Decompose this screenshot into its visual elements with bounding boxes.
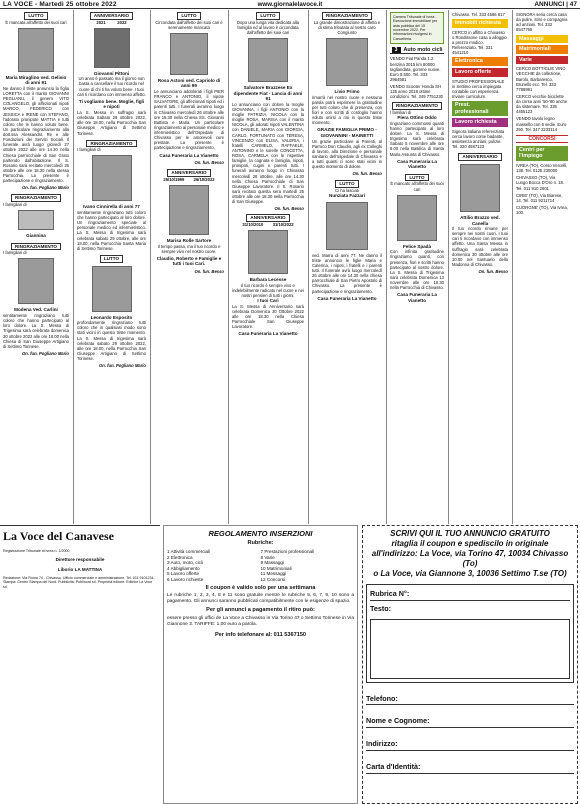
section-title: Auto moto cicli xyxy=(403,46,443,53)
obit-intro: È mancato all'affetto dei suoi cari xyxy=(390,181,444,192)
portrait-photo xyxy=(92,155,132,201)
classified-ad: Chivasso. Tel. 333 4566 817 xyxy=(452,12,505,17)
anniv-name: Marisa Rolle Sartore xyxy=(166,237,212,243)
section-heading: Elettronica xyxy=(452,57,508,66)
rng-name: Ivano Cinnirella di anni 77 xyxy=(83,204,140,210)
portrait-photo xyxy=(18,28,54,72)
obit-signature: On. fun. Besso xyxy=(274,206,304,212)
coupon-testo-label: Testo: xyxy=(370,603,392,613)
rng-sub: I famigliari di xyxy=(3,202,27,207)
rubric-list xyxy=(167,549,354,583)
obit-intro: Dopo una lunga vita dedicata alla famiglia ed al lavoro è circondata dall'affetto dei suoi cari xyxy=(237,19,299,35)
section-heading: Lavoro richiesta xyxy=(452,118,508,127)
portrait-photo xyxy=(169,185,209,235)
ringraziamento-tag: RINGRAZIAMENTO xyxy=(86,140,136,148)
coupon-address-field[interactable]: Indirizzo: xyxy=(366,740,574,751)
rng-body: ringraziano commossi quanti hanno partecipato al loro dolore. La S. Messa di trigesima sarà celebrata Sabato 5 novembre alle ore 9.00 nella Basilica di Santa Maria Assunta di Chivasso. xyxy=(390,120,444,157)
obit-signature: On. fun. Pogliano Mario xyxy=(99,363,146,369)
section-heading: Matrimoniali xyxy=(516,45,568,54)
classified-ad: CHIVASSO (TO), Via Lungo Bocca D'Oro n. 18. Tel. 011 910 2601 xyxy=(516,175,565,191)
rng-name: Piera Ottino Oddo xyxy=(397,115,437,121)
anniv-signature: Casa Funeraria La Vianetto xyxy=(238,331,298,337)
anniv-body-b: La S. Messa in suffragio sarà celebrata Sabato 29 ottobre 2022, alle ore 18.00, nella Parrocchia San Giuseppe Artigiano di Settimo Torinese. xyxy=(77,110,146,136)
page-header xyxy=(0,0,580,9)
obit-name: Maria Miraglino ved. Gelisio di anni 91 xyxy=(5,74,67,86)
section-heading: Prest. professionali xyxy=(452,101,508,116)
anniv-signature: On. fun. Besso xyxy=(478,269,508,275)
portrait-photo xyxy=(18,210,54,230)
obit-body: Con infinita gratitudine ringraziamo quanti, con presenza, fiori e scritti hanno partecipato al nostro dolore. La S. Messa di Trigesima sarà celebrata Domenica 13 novembre alle ore 10.30 nella Parrocchia di Chivasso. xyxy=(390,249,444,291)
rubric-item: 2 Elettronica xyxy=(167,554,193,560)
anniv-sub: Ti vogliamo bene. Moglie, figli e nipoti xyxy=(78,98,145,110)
rubric-item: 11 Messaggi xyxy=(260,571,287,577)
ringraziamento-tag: RINGRAZIAMENTO xyxy=(11,194,61,202)
ringraziamento-tag: RINGRAZIAMENTO xyxy=(11,243,61,251)
rubric-item: 9 Massaggi xyxy=(260,560,284,566)
section-number: 3 xyxy=(392,47,401,54)
anniv-body: Il tempo passa, ma il tuo ricordo e sempre vivo nel nostro cuore. xyxy=(157,243,221,254)
section-heading: Lavoro offerte xyxy=(452,68,508,77)
classified-ad: CERCO BOTTIGLIE VINO VECCHIE da collezione, Barolo, Barbaresco, Brunello ecc. Tel. 333 7788991 xyxy=(516,66,566,92)
portrait-photo xyxy=(92,266,132,312)
classified-ad: VENDO tavolo legno massello con 6 sedie. Euro 250. Tel. 347 2233114 xyxy=(516,116,567,132)
coupon-title: ritaglia il coupon e spediscilo in originale xyxy=(391,539,549,548)
coupon-id-field[interactable]: Carta d'Identità: xyxy=(366,763,574,774)
rubric-item: 8 Varie xyxy=(260,554,275,560)
rng-sub: I famigliari di xyxy=(3,250,27,256)
obit-intro: Circondata dall'affetto dei suoi cari è serenamente mancata xyxy=(155,19,223,30)
anniversario-tag: ANNIVERSARIO xyxy=(246,214,289,222)
masthead-director-title: Direttore responsabile xyxy=(55,556,105,562)
portrait-photo xyxy=(248,38,288,82)
header-website[interactable]: www.giornalelavoce.it xyxy=(257,1,323,8)
coupon-rubrica-label: Rubrica N°: xyxy=(370,590,570,601)
rules-heading: Il coupon è valido solo per una settimana xyxy=(205,584,316,591)
anniv-body: Un anno è passato ma il giorno non basta a cancellare il tuo ricordo nel cuore di chi ti ha voluto bene. I tuoi cari ti ricordano con immenso affetto. xyxy=(77,76,146,97)
obit-signature: Casa Funeraria La Vianetto xyxy=(317,295,377,301)
section-heading: CONCORSI xyxy=(516,135,568,143)
obit-name: Rosa Actoni ved. Capriolo di anni 99 xyxy=(157,77,221,89)
portrait-photo xyxy=(170,33,208,75)
classified-ad: CIRIE' (TO), Via Biarese, 14. Tel. 011 9211714 xyxy=(516,192,563,203)
masthead-logo: La Voce del Canavese xyxy=(3,529,114,543)
obit-intro: Ci ha lasciati xyxy=(335,187,359,193)
rng-signature: On. fun. Besso xyxy=(352,171,382,177)
coupon-box xyxy=(362,525,578,804)
lutto-tag: LUTTO xyxy=(177,12,200,20)
obit-name: Felice Spadà xyxy=(402,243,432,249)
anniversario-tag: ANNIVERSARIO xyxy=(458,153,501,161)
portrait-photo xyxy=(460,164,500,212)
obit-name: Salvatore Brazzese Ex dipendente Fiat - Lancia di anni 91 xyxy=(233,84,303,102)
rules-body: Le rubriche 1, 2, 3, 4, 8 e 11 sono gratuite mentre le rubriche 5, 6, 7, 9, 10 sono a pagamento. Gli annunci saranno pubblicati compatibilmente con le esigenze di spazio. xyxy=(167,593,354,605)
masthead-box xyxy=(0,525,160,804)
rubric-item: 10 Matrimoniali xyxy=(260,565,292,571)
obit-signature: Casa Funeraria La Vianetto xyxy=(397,292,437,303)
coupon-title: o La Voce, via Giannone 3, 10036 Settimo T.se (TO) xyxy=(373,569,567,578)
col-7 xyxy=(449,10,511,524)
rng-sub: I famigliari di xyxy=(77,147,101,153)
ringraziamento-tag: RINGRAZIAMENTO xyxy=(392,102,442,110)
rubric-item: 5 Lavoro offerte xyxy=(167,571,200,577)
col-4 xyxy=(229,10,307,524)
lutto-tag: LUTTO xyxy=(24,12,47,20)
anniversario-tag: ANNIVERSARIO xyxy=(167,169,210,177)
obit-body: Lo annunciano con dolore la moglie GIOVANNA, i figli ANTONIO con la moglie PATRIZIA, NICOLA con la moglie ROSA, MARISA con il marito NICOLA, gli adorati nipoti VALENTINA con DANIELE, MARIA con GIORGIA, CARLO, FORTUNATO con TERESA, VINCENZO con ELISA, VALERIA, i fratelli CARMELO, RAFFAELE, ANTONINO e le sorelle CONCETTA, ROSA, CARMELA con le rispettive famiglie, la cognata e famiglia, nipoti, pronipoti, cugini e parenti tutti. I funerali avranno luogo in Chivasso mercoledì 26 ottobre, alle ore 14.30 nella Chiesa Parrocchiale di San Giuseppe Lavoratore. Il S. Rosario sarà recitato questa sera martedì 25 ottobre alle ore 18.30 nella Parrocchia di San Giuseppe. xyxy=(232,101,304,205)
rubric-item: 6 Lavoro richieste xyxy=(167,576,204,582)
anniv-sub: I tuoi Cari xyxy=(257,298,279,304)
anniv-name: Barbara Lecesse xyxy=(249,277,287,283)
section-heading: Varie xyxy=(516,56,568,65)
masthead-registration: Registrazione Tribunale di Ivrea n. 1/2000 xyxy=(3,548,70,553)
rules-box xyxy=(163,525,358,804)
col-6 xyxy=(387,10,447,524)
rng-sub: I familiari di xyxy=(390,110,412,116)
obit-body: Ne danno il triste annuncio la figlia LORETTA con il marito GIOVANNI PEGLIANU, il genero VITO COLANGELO, gli affezionati nipoti MARCO, FEDERICO con JESSICA e IRENE con STEFANO, l'adorato pronipote MATTIA e tutti coloro che le hanno voluto bene. Un particolare ringraziamento alla dott.ssa Alessandra Re e alle Fondazioni dei Servizi Sociali. Il funerale avrà luogo giovedì 27 ottobre 2022 alle ore 14.30 nella Chiesa parrocchiale di San Grato partendo dall'abitazione. Il S. Rosario sarà recitato mercoledì 26 ottobre alle ore 18.30 nella stessa Parrocchia. La presente è partecipazione e ringraziamento. xyxy=(3,85,69,184)
section-heading: Immobili richiesta xyxy=(452,19,508,28)
portrait-photo xyxy=(94,28,130,68)
rubric-item: 7 Prestazioni professionali xyxy=(260,548,315,554)
rules-heading: Per gli annunci a pagamento il ritiro può: xyxy=(206,607,315,614)
masthead-director: Liborio LA MATTINA xyxy=(57,566,103,572)
rng-signature: Casa Funeraria La Vianetto xyxy=(397,158,437,170)
lutto-tag: LUTTO xyxy=(256,12,279,20)
lutto-tag: LUTTO xyxy=(100,255,123,263)
anniv-name: Giovanni Pittoni xyxy=(93,70,130,76)
lutto-tag: LUTTO xyxy=(335,180,358,188)
portrait-photo xyxy=(18,258,54,304)
section-heading: Massaggi xyxy=(516,35,568,44)
col-5 xyxy=(309,10,385,524)
anniv-signature: On. fun. Besso xyxy=(194,269,224,274)
obit-body: ved. Marra di anni 77. Ne danno il triste annuncio le figlie Maria e Caterina, i nipoti, i fratelli e i parenti tutti. Il funerale avrà luogo mercoledì 26 ottobre alle ore 14.30 nella chiesa parrocchiale di San Pietro Apostolo di Chivasso. La presente è partecipazione e ringraziamento. xyxy=(312,252,382,294)
classified-ad: CERCO in affitto a Chivasso o Rondissone casa o alloggio a prezzo modico. Referenziato. Tel. 331 4541210 xyxy=(452,29,507,56)
rubric-item: 4 Abbigliamento xyxy=(167,565,200,571)
rules-subtitle: Rubriche: xyxy=(247,540,274,547)
classified-ad: CUORGNE' (TO), Via Ivrea, 100. xyxy=(516,204,568,216)
header-section: ANNUNCI | 47 xyxy=(534,1,577,8)
obit-name: Leonardo Esposito xyxy=(90,314,133,320)
obit-body: Le annunciano addolorati i figli PIER FRANCO e ANTONIO, il nipote SALVATORE, gli affezionati nipoti ed i parenti tutti. I funerali avranno luogo in Chivasso mercoledì 26 ottobre alle ore 15.30 nella Chiesa SS. Giovanni Battista e Maria. Un particolare ringraziamento al personale medico e infermieristico dell'Ospedale di Chivasso per le amorevoli cure prestate. La presente è partecipazione e ringraziamento. xyxy=(154,89,224,151)
classified-ad: VENDO Fiat Panda 1.2 benzina 2015 km 80000 tagliandata, gomme nuove. Euro 5.500. Tel. 333 2964581 xyxy=(390,56,441,82)
rules-title: REGOLAMENTO INSERZIONI xyxy=(208,529,313,538)
rng-name: Giannina xyxy=(26,233,46,239)
rng-body: sentitamente ringraziano tutti coloro che hanno partecipato al loro dolore. La S. Messa di Trigesima sarà celebrata domenica 30 ottobre 2022 alle ore 18.00 nella Chiesa di San Giuseppe Artigiano di Settimo Torinese. xyxy=(3,313,69,349)
rules-phone: Per info telefonare al: 011 5367150 xyxy=(214,631,307,638)
obit-intro: È mancata all'affetto dei suoi cari xyxy=(5,19,67,25)
ringraziamento-tag: RINGRAZIAMENTO xyxy=(322,12,372,20)
section-heading: Centri per l'impiego xyxy=(516,146,568,161)
masthead-text: Redazione: Via Roma 74 - Chivasso. Ufficio commerciale e amministrazione. Tel. 011 9101234. Stampa: Centro Stampa del Nord. Pubblicità: Publinord srl. Proprietà editore: Editrice La Voce srl. xyxy=(3,576,155,589)
lutto-tag: LUTTO xyxy=(405,174,428,182)
obit-signature: Casa Funeraria La Vianetto xyxy=(159,152,219,158)
rng-name: Livio Primo xyxy=(334,88,360,94)
rng-body-b: Un grazie particolare ai Parenti, al Parroco Don Claudio, agli ex Colleghi di lavoro, alla Direzione e personale sanitario dell'ospedale di Chivasso e a tutti quanti ci sono stati vicini in questo momento di dolore. xyxy=(312,138,382,170)
anniv-body: Il tuo ricordo rimane per sempre nei nostri cuori. I tuoi cari ti ricordano con immenso affetto. Una Santa Messa in suffragio sarà celebrata domenica 30 ottobre alle ore 10.00 nel Santuario della Madonna di Chivasso. xyxy=(452,226,508,267)
col-2 xyxy=(74,10,149,524)
rng-sub: GRAZIE FAMIGLIA PRIMO - GIOVANNINI - MAINETTI xyxy=(317,127,377,138)
classified-ad: CERCO vecchie biciclette da corsa anni '50-'80 anche da sistemare. Tel. 335 4455123 xyxy=(516,93,568,115)
coupon-name-field[interactable]: Nome e Cognome: xyxy=(366,717,574,728)
obit-signature: On. fun. Pogliano Mario xyxy=(22,185,69,191)
anniv-dates: 2021 2022 xyxy=(96,19,127,25)
coupon-phone-field[interactable]: Telefono: xyxy=(366,695,574,706)
portrait-photo xyxy=(326,202,368,250)
rubric-item: 1 Attività commerciali xyxy=(167,548,211,554)
portrait-photo xyxy=(248,230,288,274)
legal-notice: Camera Tribunale di Ivrea - Esecuzione immobiliare per asta pubblica del 15 novembre 2022. Per informazioni rivolgersi in Cancelleria. xyxy=(390,12,444,44)
col-3 xyxy=(151,10,227,524)
anniv-sub: Claudio, Roberto e Famiglie e tutti i tuoi Cari. xyxy=(156,255,222,267)
obit-name: Nunziata Fazzari xyxy=(329,193,365,199)
classified-ad: Signora italiana referenziata cerca lavoro come badante, assistenza anziani, pulizie. Tel. 320 4587123 xyxy=(452,128,505,150)
classified-ad: VENDO Scooter Honda SH 125 anno 2018 ottime condizioni. Tel. 349 7751230 xyxy=(390,84,444,100)
coupon-title: SCRIVI QUI IL TUO ANNUNCIO GRATUITO xyxy=(390,529,550,538)
anniv-body: Il tuo ricordo è sempre vivo e indelebilmente radicato nel cuore e nei nostri pensieri di tutti i giorni. xyxy=(232,282,304,298)
rng-intro: La grande dimostrazione di affetto e di stima tributata al nostro caro Congiunto xyxy=(313,19,381,35)
portrait-photo xyxy=(326,38,368,86)
classified-ad: IVREA (TO), Corso Vercelli, 138. Tel. 0125 230000 xyxy=(516,163,568,174)
rng-body: sentitamente ringraziano tutti coloro che hanno partecipato al loro dolore. Un ringraziamento speciale al personale medico ed infermieristico. La S. Messa di trigesima sarà celebrata sabato 29 ottobre, alle ore 18.00, nella Parrocchia Santa Maria di Settimo Torinese. xyxy=(77,209,146,251)
anniv-dates: 31/10/2010 31/10/2022 xyxy=(242,221,294,227)
anniv-name: Attilio Brazzo ved. Canella xyxy=(460,214,500,226)
anniversario-tag: ANNIVERSARIO xyxy=(90,12,133,20)
anniv-dates: 26/10/1999 26/10/2022 xyxy=(163,176,215,182)
col-8 xyxy=(513,10,571,524)
portrait-photo xyxy=(397,195,437,241)
rubric-item: 12 Concorsi xyxy=(260,576,286,582)
section-heading xyxy=(390,47,444,55)
anniv-body-b: La S. Messa di Anniversario sarà celebrata Domenica 30 Ottobre 2022 alle ore 18.30 nella Chiesa Parrocchiale San Giuseppe Lavoratore. xyxy=(232,303,304,330)
col-1 xyxy=(0,10,72,524)
obit-body: profondamente ringraziano tutti coloro che in qualsiasi modo sono stati vicini in questo triste momento. La S. Messa di trigesima sarà celebrata sabato 29 ottobre 2022, alle ore 18.00, nella Parrocchia San Giuseppe Artigiano di Settimo Torinese. xyxy=(77,320,146,361)
coupon-title: all'indirizzo: La Voce, via Torino 47, 10034 Chivasso (To) xyxy=(371,549,569,568)
rubric-item: 3 Auto, moto, cicli xyxy=(167,560,204,566)
rng-name: Modena Ved. Carlini xyxy=(14,307,58,313)
coupon-text-field[interactable] xyxy=(370,619,570,679)
rng-signature: On. fun. Pogliano Mario xyxy=(22,350,69,356)
rng-body: rimarrà nel nostro cuore e nessuna parola potrà esprimere la gratitudine per tutti coloro che di presenza, con fiori e con scritti di cordoglio hanno voluto unirsi a noi in questo triste momento. xyxy=(312,94,382,126)
classified-ad: SIGNORA seria cerca casa da pulire, stiro e compagnia ad anziani. Tel. 333 6547765 xyxy=(516,12,568,33)
classified-ad: STUDIO PROFESSIONALE in Settimo cerca impiegata contabile con esperienza. Inviare curriculum. xyxy=(452,78,505,99)
rules-body: essere presso gli uffici de La Voce a Chivasso in Via Torino 47 o Settimo Torinese in Via Giannone 3. TARIFFE: 1,00 euro a parola. xyxy=(167,615,354,627)
header-left: LA VOCE - Martedì 25 ottobre 2022 xyxy=(3,1,117,8)
obit-signature: On. fun. Besso xyxy=(194,160,224,166)
